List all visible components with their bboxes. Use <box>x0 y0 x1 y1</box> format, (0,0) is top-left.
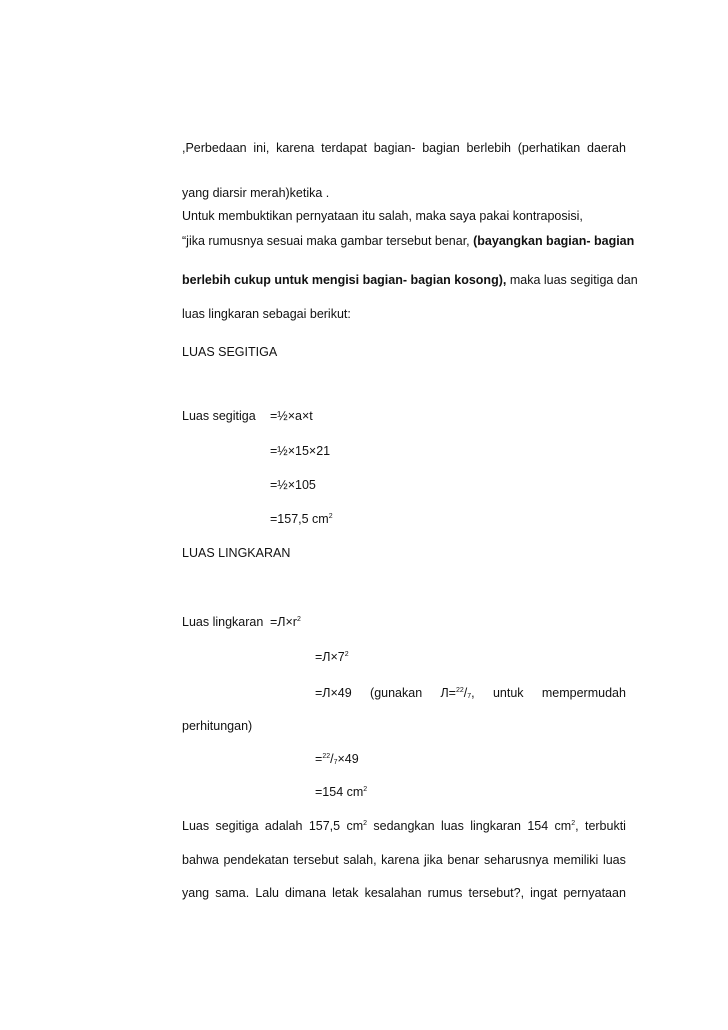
paragraph-line-1-word: ,Perbedaan <box>182 141 247 155</box>
segitiga-unit-exponent: 2 <box>328 513 333 520</box>
paragraph-line-1-word: karena <box>276 141 315 155</box>
conclusion-line-2-word: luas <box>602 853 626 867</box>
step3-value: =Л×49 <box>315 686 352 700</box>
lingkaran-step-3 <box>315 685 626 701</box>
conclusion-line-2-word: bahwa <box>182 853 219 867</box>
lingkaran-unit-exponent: 2 <box>363 786 368 793</box>
conclusion-line-3-word: letak <box>332 886 359 900</box>
paragraph-line-4 <box>182 233 635 249</box>
conclusion-line-2-word: seharusnya <box>483 853 549 867</box>
lingkaran-substituted: =Л×7 <box>315 650 345 664</box>
conclusion-line-2-word: benar <box>447 853 480 867</box>
lingkaran-step-4: $=^{22}/_7\times 49$ <box>315 752 359 766</box>
step3-mempermudah: mempermudah <box>541 686 626 700</box>
lingkaran-result: =154 cm <box>315 785 364 799</box>
conclusion-line-2 <box>182 852 626 868</box>
heading-luas-segitiga: LUAS SEGITIGA <box>182 345 278 359</box>
segitiga-label: Luas segitiga <box>182 409 256 423</box>
paragraph-line-1-word: bagian- <box>373 141 416 155</box>
paragraph-line-1-word: berlebih <box>466 141 511 155</box>
paragraph-line-2: yang diarsir merah)ketika . <box>182 186 330 200</box>
paragraph-line-3: Untuk membuktikan pernyataan itu salah, maka saya pakai kontraposisi, <box>182 209 583 223</box>
paragraph-line-6: luas lingkaran sebagai berikut: <box>182 307 351 321</box>
radius-exponent: 2 <box>296 616 301 623</box>
conclusion-line-2-word: salah, <box>343 853 377 867</box>
line4-bold: (bayangkan bagian- bagian <box>473 234 635 248</box>
lingkaran-formula: =Л×r <box>270 615 297 629</box>
conclusion-line-3-word: dimana <box>285 886 327 900</box>
lingkaran-step-1 <box>270 614 301 630</box>
step3-gunakan: (gunakan <box>370 686 423 700</box>
heading-luas-lingkaran: LUAS LINGKARAN <box>182 546 291 560</box>
conclusion-line-3-word: Lalu <box>255 886 279 900</box>
conclusion-line-3-word: tersebut?, <box>468 886 525 900</box>
lingkaran-step-2 <box>315 649 349 665</box>
lingkaran-label: Luas lingkaran <box>182 615 264 629</box>
step3-untuk: untuk <box>492 686 524 700</box>
paragraph-line-1 <box>182 140 626 156</box>
conclusion-line-3-word: ingat <box>530 886 558 900</box>
segitiga-result: =157,5 cm <box>270 512 329 526</box>
paragraph-line-5 <box>182 272 638 288</box>
line5-plain: maka luas segitiga dan <box>509 273 638 287</box>
paragraph-line-1-word: ini, <box>253 141 270 155</box>
paragraph-line-1-word: (perhatikan <box>517 141 581 155</box>
segitiga-step-3: =½×105 <box>270 478 316 492</box>
lingkaran-step-3-continued: perhitungan) <box>182 719 253 733</box>
conclusion-line-2-word: karena <box>381 853 420 867</box>
conclusion-line-2-word: pendekatan <box>223 853 289 867</box>
line5-bold: berlebih cukup untuk mengisi bagian- bagian kosong), <box>182 273 507 287</box>
conclusion-line-3-word: kesalahan <box>364 886 422 900</box>
step2-exponent: 2 <box>344 651 349 658</box>
conclusion-line-3-word: yang <box>182 886 210 900</box>
step3-pi-approx: $Л=^{22}/_7$, <box>440 686 475 700</box>
conclusion-line-2-word: tersebut <box>293 853 339 867</box>
segitiga-step-1: =½×a×t <box>270 409 313 423</box>
conclusion-line-3-word: pernyataan <box>563 886 626 900</box>
paragraph-line-1-word: terdapat <box>321 141 367 155</box>
lingkaran-step-5 <box>315 784 367 800</box>
conclusion-line-3-word: rumus <box>427 886 463 900</box>
paragraph-line-1-word: daerah <box>587 141 626 155</box>
paragraph-line-1-word: bagian <box>422 141 460 155</box>
conclusion-line-1: Luas segitiga adalah 157,5 $cm^2$ sedangkan luas lingkaran 154 $cm^2$, terbukti <box>182 819 626 833</box>
conclusion-line-2-word: memiliki <box>553 853 599 867</box>
conclusion-line-2-word: jika <box>424 853 443 867</box>
segitiga-step-4 <box>270 511 333 527</box>
segitiga-step-2: =½×15×21 <box>270 444 331 458</box>
conclusion-line-3-word: sama. <box>215 886 250 900</box>
conclusion-line-3 <box>182 885 626 901</box>
line4-plain: “jika rumusnya sesuai maka gambar tersebut benar, <box>182 234 470 248</box>
